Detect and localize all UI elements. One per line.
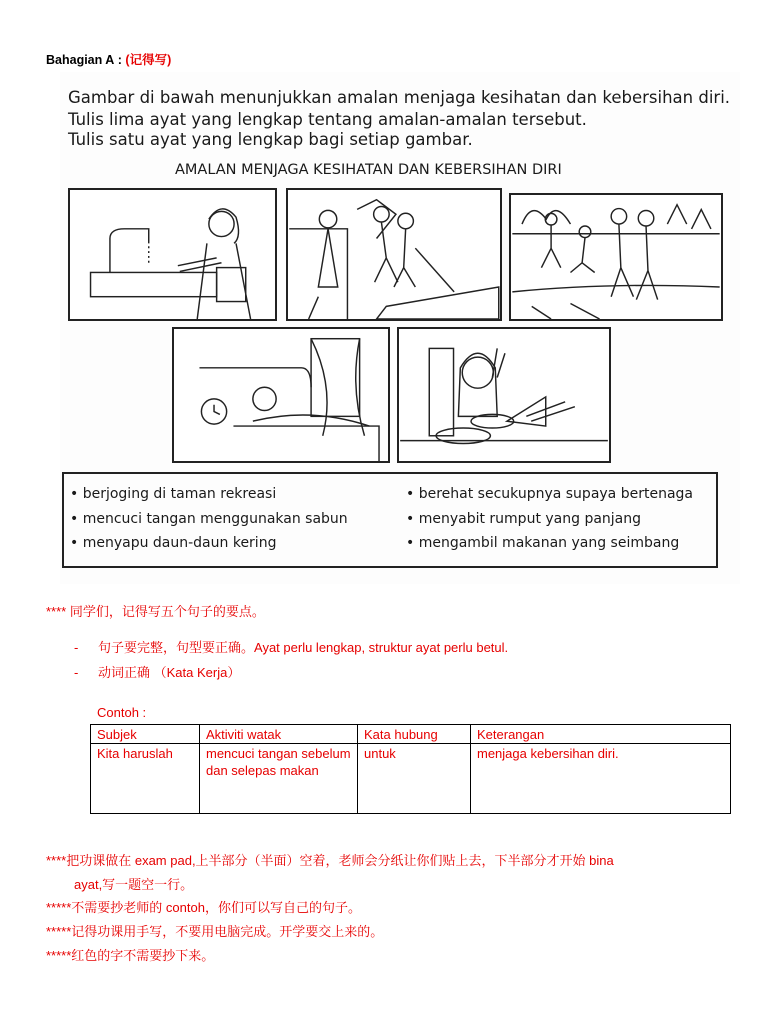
word-item: • menyapu daun-daun kering [70,535,277,551]
table-cell: menjaga kebersihan diri. [471,744,731,814]
note-homework-format: ****把功课做在 exam pad,上半部分（半面）空着，老师会分纸让你们贴上去，下半部分才开始 bina [46,853,614,868]
picture-resting [172,327,390,463]
picture-washing-hands [68,188,277,321]
word-item: • berehat secukupnya supaya bertenaga [406,486,693,502]
note-bullet-1-zh: 句子要完整，句型要正确。 [98,640,255,655]
example-table [90,724,731,814]
section-heading [46,50,171,68]
table-header: Subjek [91,725,200,744]
note-homework-format-cont: ayat,写一题空一行。 [74,877,194,892]
instruction-line-3: Tulis satu ayat yang lengkap bagi setiap gambar. [68,130,473,149]
word-item: • mencuci tangan menggunakan sabun [70,511,348,527]
note-bullet-1 [74,637,508,656]
bullet-dash: - [74,640,79,655]
word-item: • mengambil makanan yang seimbang [406,535,680,551]
note-handwrite: *****记得功课用手写，不要用电脑完成。开学要交上来的。 [46,924,384,939]
word-box [62,472,718,568]
bullet-dash: - [74,665,79,680]
note-red-text: *****红色的字不需要抄下来。 [46,948,215,963]
note-bullet-1-ms: Ayat perlu lengkap, struktur ayat perlu betul. [254,640,509,655]
table-header: Aktiviti watak [200,725,358,744]
table-cell: untuk [358,744,471,814]
table-header: Kata hubung [358,725,471,744]
table-cell: mencuci tangan sebelum dan selepas makan [200,744,358,814]
picture-balanced-food [397,327,611,463]
section-heading-highlight: (记得写) [125,53,172,67]
word-item: • menyabit rumput yang panjang [406,511,642,527]
table-row [91,744,731,814]
table-cell: Kita haruslah [91,744,200,814]
table-header: Keterangan [471,725,731,744]
example-label: Contoh : [97,705,147,720]
note-intro: **** 同学们，记得写五个句子的要点。 [46,604,265,619]
table-header-row [91,725,731,744]
section-heading-prefix: Bahagian A : [46,53,126,67]
note-bullet-2-text: 动词正确 （Kata Kerja） [98,665,241,680]
instruction-line-2: Tulis lima ayat yang lengkap tentang amalan-amalan tersebut. [68,110,587,129]
picture-jogging [509,193,723,321]
instruction-line-1: Gambar di bawah menunjukkan amalan menjaga kesihatan dan kebersihan diri. [68,88,731,107]
picture-sweeping-leaves [286,188,502,321]
scene-title: AMALAN MENJAGA KESIHATAN DAN KEBERSIHAN DIRI [175,162,562,178]
note-bullet-2 [74,662,240,681]
note-no-copy: *****不需要抄老师的 contoh，你们可以写自己的句子。 [46,900,361,915]
word-item: • berjoging di taman rekreasi [70,486,277,502]
